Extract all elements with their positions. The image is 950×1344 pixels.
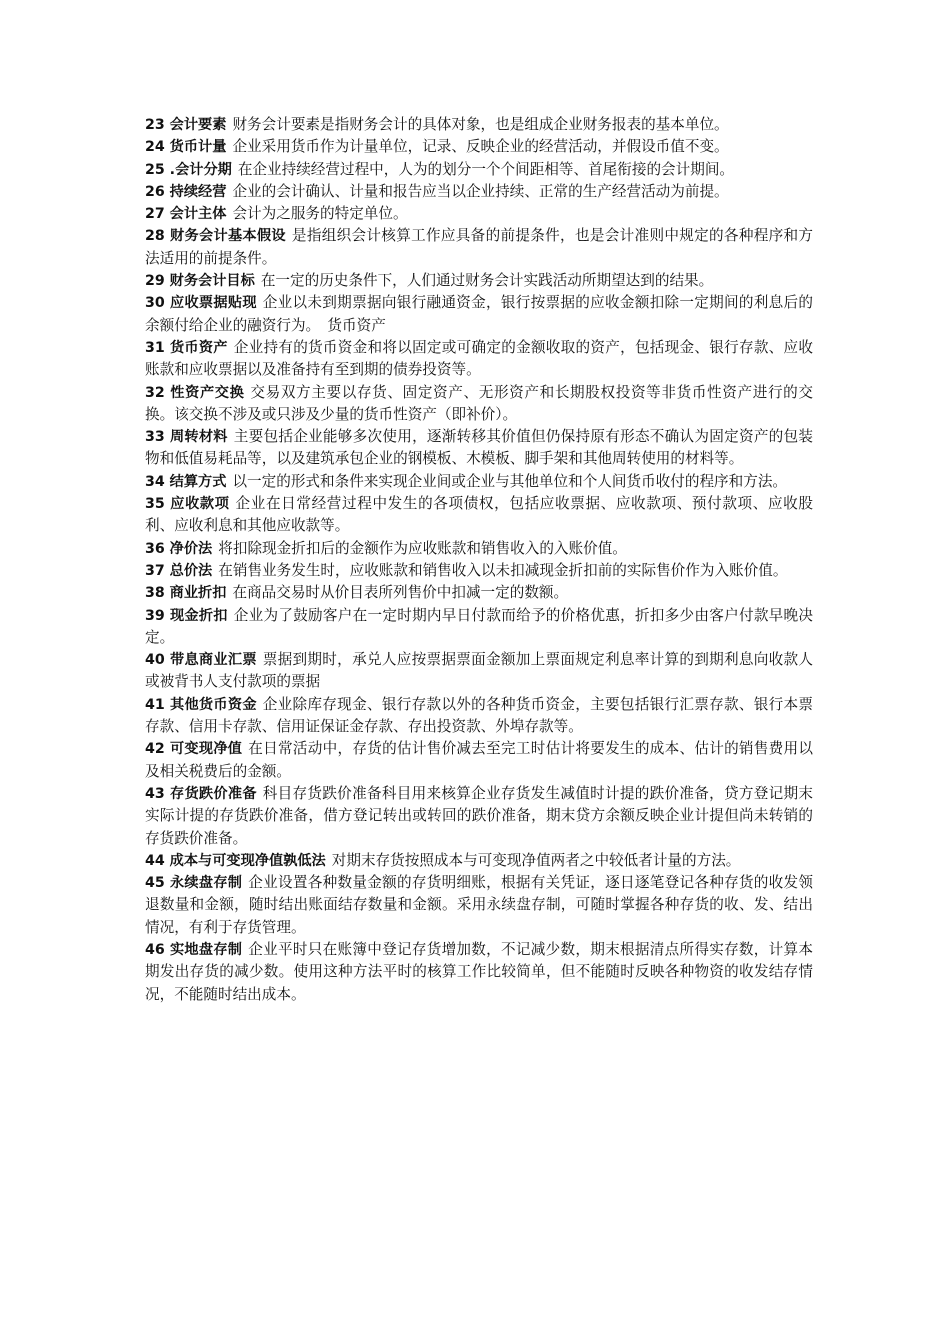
definition: 财务会计要素是指财务会计的具体对象，也是组成企业财务报表的基本单位。 <box>232 116 729 133</box>
entry-43 <box>145 783 813 850</box>
term: 32 性资产交换 <box>145 384 245 401</box>
entry-24 <box>145 136 813 158</box>
entry-36 <box>145 538 813 560</box>
definition: 会计为之服务的特定单位。 <box>232 205 408 223</box>
entry-27 <box>145 203 813 225</box>
definition: 交易双方主要以存货、固定资产、无形资产和长期股权投资等非货币性资产进行的交换。该交换不涉及或只涉及少量的货币性资产（即补价）。 <box>145 383 813 423</box>
term: 42 可变现净值 <box>145 741 243 758</box>
definition: 在商品交易时从价目表所列售价中扣减一定的数额。 <box>232 584 569 602</box>
definition: 企业的会计确认、计量和报告应当以企业持续、正常的生产经营活动为前提。 <box>232 182 729 200</box>
entry-38 <box>145 582 813 604</box>
definition: 企业持有的货币资金和将以固定或可确定的金额收取的资产，包括现金、银行存款、应收账款和应收票据以及准备持有至到期的债券投资等。 <box>145 338 813 379</box>
definition: 票据到期时，承兑人应按票据票面金额加上票面规定利息率计算的到期利息向收款人或被背书人支付款项的票据 <box>145 651 813 691</box>
entry-26 <box>145 181 813 203</box>
definition: 企业采用货币作为计量单位，记录、反映企业的经营活动，并假设币值不变。 <box>232 138 729 156</box>
entry-29 <box>145 270 813 292</box>
term: 39 现金折扣 <box>145 607 228 624</box>
term: 23 会计要素 <box>145 117 227 133</box>
definition: 以一定的形式和条件来实现企业间或企业与其他单位和个人间货币收付的程序和方法。 <box>232 472 788 490</box>
entry-28 <box>145 225 813 270</box>
document-body <box>145 114 813 1006</box>
term: 38 商业折扣 <box>145 585 227 602</box>
term: 35 应收款项 <box>145 496 230 513</box>
entry-31 <box>145 337 813 382</box>
definition: 科目存货跌价准备科目用来核算企业存货发生减值时计提的跌价准备，贷方登记期末实际计提的存货跌价准备，借方登记转出或转回的跌价准备，期末贷方余额反映企业计提但尚未转销的存货跌价准备。 <box>145 784 813 847</box>
entry-44 <box>145 850 813 872</box>
entry-39 <box>145 605 813 650</box>
entry-41 <box>145 694 813 739</box>
entry-34 <box>145 471 813 493</box>
term: 44 成本与可变现净值孰低法 <box>145 852 326 869</box>
term: 30 应收票据贴现 <box>145 295 257 312</box>
definition: 企业为了鼓励客户在一定时期内早日付款而给予的价格优惠，折扣多少由客户付款早晚决定。 <box>145 606 813 646</box>
definition: 在一定的历史条件下，人们通过财务会计实践活动所期望达到的结果。 <box>260 272 714 290</box>
definition: 主要包括企业能够多次使用，逐渐转移其价值但仍保持原有形态不确认为固定资产的包装物和低值易耗品等，以及建筑承包企业的钢模板、木模板、脚手架和其他周转使用的材料等。 <box>145 428 813 468</box>
term: 46 实地盘存制 <box>145 941 243 958</box>
definition: 是指组织会计核算工作应具备的前提条件，也是会计准则中规定的各种程序和方法适用的前提条件。 <box>145 227 813 267</box>
term: 40 带息商业汇票 <box>145 652 257 669</box>
entry-30 <box>145 292 813 337</box>
term: 29 财务会计目标 <box>145 273 255 290</box>
definition: 在日常活动中，存货的估计售价减去至完工时估计将要发生的成本、估计的销售费用以及相关税费后的金额。 <box>145 740 813 780</box>
term: 26 持续经营 <box>145 183 227 200</box>
term: 34 结算方式 <box>145 473 227 490</box>
entry-42 <box>145 738 813 783</box>
definition: 企业平时只在账簿中登记存货增加数，不记减少数，期末根据清点所得实存数，计算本期发出存货的减少数。使用这种方法平时的核算工作比较简单，但不能随时反映各种物资的收发结存情况，不能随时结出成本。 <box>145 940 813 1003</box>
definition: 企业设置各种数量金额的存货明细账，根据有关凭证，逐日逐笔登记各种存货的收发领退数量和金额，随时结出账面结存数量和金额。采用永续盘存制，可随时掌握各种存货的收、发、结出情况，有利于存货管理。 <box>145 874 813 936</box>
term: 31 货币资产 <box>145 339 228 356</box>
term: 25 .会计分期 <box>145 161 232 178</box>
term: 37 总价法 <box>145 562 213 579</box>
term: 36 净价法 <box>145 540 213 557</box>
term: 43 存货跌价准备 <box>145 785 257 802</box>
term: 33 周转材料 <box>145 429 228 446</box>
term: 24 货币计量 <box>145 139 227 156</box>
entry-46 <box>145 939 813 1006</box>
definition: 对期末存货按照成本与可变现净值两者之中较低者计量的方法。 <box>331 851 741 869</box>
definition: 企业在日常经营过程中发生的各项债权，包括应收票据、应收款项、预付款项、应收股利、应收利息和其他应收款等。 <box>145 495 813 535</box>
definition: 在销售业务发生时，应收账款和销售收入以未扣减现金折扣前的实际售价作为入账价值。 <box>218 561 788 579</box>
entry-37 <box>145 560 813 582</box>
entry-35 <box>145 493 813 538</box>
term: 45 永续盘存制 <box>145 875 243 892</box>
entry-45 <box>145 872 813 939</box>
entry-33 <box>145 426 813 471</box>
term: 41 其他货币资金 <box>145 696 257 713</box>
entry-25 <box>145 159 813 181</box>
definition: 将扣除现金折扣后的金额作为应收账款和销售收入的入账价值。 <box>218 539 627 557</box>
definition: 在企业持续经营过程中，人为的划分一个个间距相等、首尾衔接的会计期间。 <box>237 160 735 178</box>
entry-40 <box>145 649 813 694</box>
entry-32 <box>145 382 813 427</box>
term: 27 会计主体 <box>145 206 227 223</box>
term: 28 财务会计基本假设 <box>145 228 286 245</box>
definition: 企业以未到期票据向银行融通资金，银行按票据的应收金额扣除一定期间的利息后的余额付给企业的融资行为。 货币资产 <box>145 294 813 334</box>
definition: 企业除库存现金、银行存款以外的各种货币资金，主要包括银行汇票存款、银行本票存款、信用卡存款、信用证保证金存款、存出投资款、外埠存款等。 <box>145 695 813 736</box>
entry-23 <box>145 114 813 136</box>
